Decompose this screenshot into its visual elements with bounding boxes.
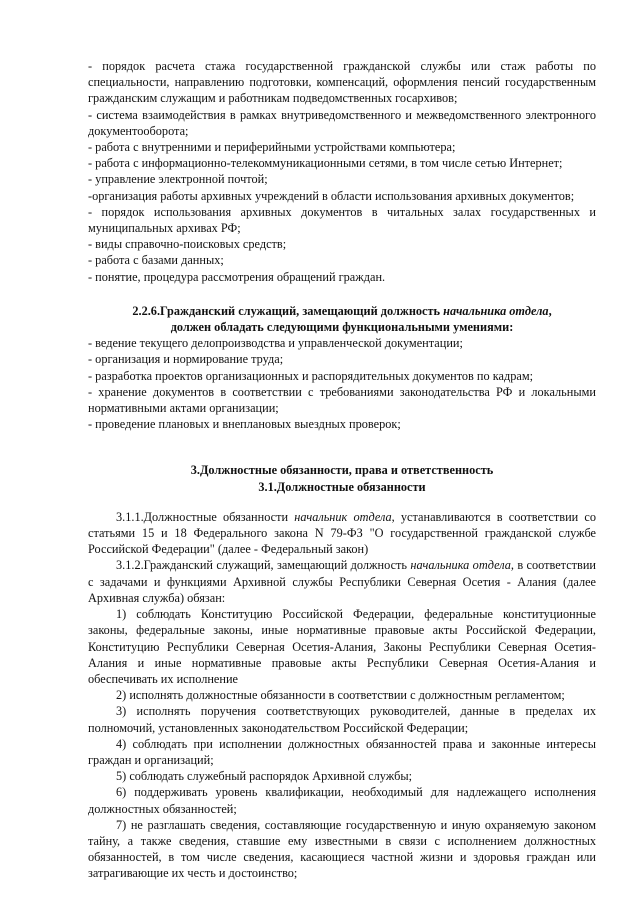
list-item: - работа с информационно-телекоммуникационными сетями, в том числе сетью Интернет; xyxy=(88,156,563,171)
heading-prefix: 2.2.6.Гражданский служащий, замещающий должность xyxy=(132,303,444,318)
paragraph-3-1-1 xyxy=(88,509,596,558)
list-item: - проведение плановых и внеплановых выездных проверок; xyxy=(88,417,401,432)
heading-role: начальника отдела xyxy=(443,303,549,318)
list-item: -организация работы архивных учреждений в области использования архивных документов; xyxy=(88,188,575,203)
list-item: - хранение документов в соответствии с требованиями законодательства РФ и локальными нормативными актами организации; xyxy=(88,384,596,416)
section-3-1-subtitle: 3.1.Должностные обязанности xyxy=(258,479,426,494)
duty-item: 5) соблюдать служебный распорядок Архивной службы; xyxy=(116,769,413,784)
list-item: - виды справочно-поисковых средств; xyxy=(88,237,287,252)
duty-item: 3) исполнять поручения соответствующих руководителей, данные в пределах их полномочий, установленных законодательством Российской Федерации; xyxy=(88,704,596,735)
list-item: - порядок использования архивных документов в читальных залах государственных и муниципальных архивах РФ; xyxy=(88,204,596,236)
list-item: - порядок расчета стажа государственной гражданской службы или стаж работы по специальности, направлению подготовки, компенсаций, оформления пенсий государственным гражданским служащим и работникам подведомственных госархивов; xyxy=(88,59,596,106)
paragraph-prefix: 3.1.1.Должностные обязанности xyxy=(116,509,295,524)
duty-item: 2) исполнять должностные обязанности в соответствии с должностным регламентом; xyxy=(116,688,565,703)
list-item: - понятие, процедура рассмотрения обращений граждан. xyxy=(88,269,386,284)
duty-item: 7) не разглашать сведения, составляющие государственную и иную охраняемую законом тайну, а также сведения, ставшие ему известными в связи с исполнением должностных обязанностей, в том числе сведения, касающиеся частной жизни и здоровья граждан или затрагивающие их честь и достоинство; xyxy=(88,817,596,881)
list-item: - управление электронной почтой; xyxy=(88,172,268,187)
section-heading-2-2-6 xyxy=(88,303,596,319)
paragraph-role: начальник отдела xyxy=(294,509,392,524)
section-3-title: 3.Должностные обязанности, права и ответственность xyxy=(190,463,494,478)
paragraph-suffix: , устанавливаются в соответствии со статьями 15 и 18 Федерального закона N 79-ФЗ "О государственной гражданской службе Российской Федерации" (далее - Федеральный закон) xyxy=(88,509,596,557)
list-item: - разработка проектов организационных и распорядительных документов по кадрам; xyxy=(88,368,534,383)
duty-item: 4) соблюдать при исполнении должностных обязанностей права и законные интересы граждан и организаций; xyxy=(88,736,596,767)
paragraph-prefix: 3.1.2.Гражданский служащий, замещающий должность xyxy=(116,558,411,573)
list-item: - система взаимодействия в рамках внутриведомственного и межведомственного электронного документооборота; xyxy=(88,107,596,138)
list-item: - работа с внутренними и периферийными устройствами компьютера; xyxy=(88,140,456,155)
duty-item: 1) соблюдать Конституцию Российской Федерации, федеральные конституционные законы, федеральные законы, иные нормативные правовые акты Российской Федерации, Конституцию Республики Северная Осетия-Алания, Законы Республики Северная Осетия-Алания и иные нормативные правовые акты Республики Северная Осетия-Алания и обеспечивать их исполнение xyxy=(88,607,596,686)
list-item: - ведение текущего делопроизводства и управленческой документации; xyxy=(88,336,463,351)
heading-suffix: , xyxy=(548,303,552,318)
duty-item: 6) поддерживать уровень квалификации, необходимый для надлежащего исполнения должностных обязанностей; xyxy=(88,785,596,816)
paragraph-role: начальника отдела, xyxy=(410,558,514,573)
list-item: - организация и нормирование труда; xyxy=(88,352,284,367)
paragraph-3-1-2 xyxy=(88,557,596,606)
knowledge-list xyxy=(88,58,596,285)
duties-list xyxy=(88,606,596,881)
paragraph-suffix: в соответствии с задачами и функциями Архивной службы Республики Северная Осетия - Алания (далее Архивная служба) обязан: xyxy=(88,558,597,605)
section-heading-2-2-6-line2: должен обладать следующими функциональными умениями: xyxy=(170,320,514,335)
skills-list xyxy=(88,335,596,432)
list-item: - работа с базами данных; xyxy=(88,253,224,268)
document-page xyxy=(88,58,596,882)
